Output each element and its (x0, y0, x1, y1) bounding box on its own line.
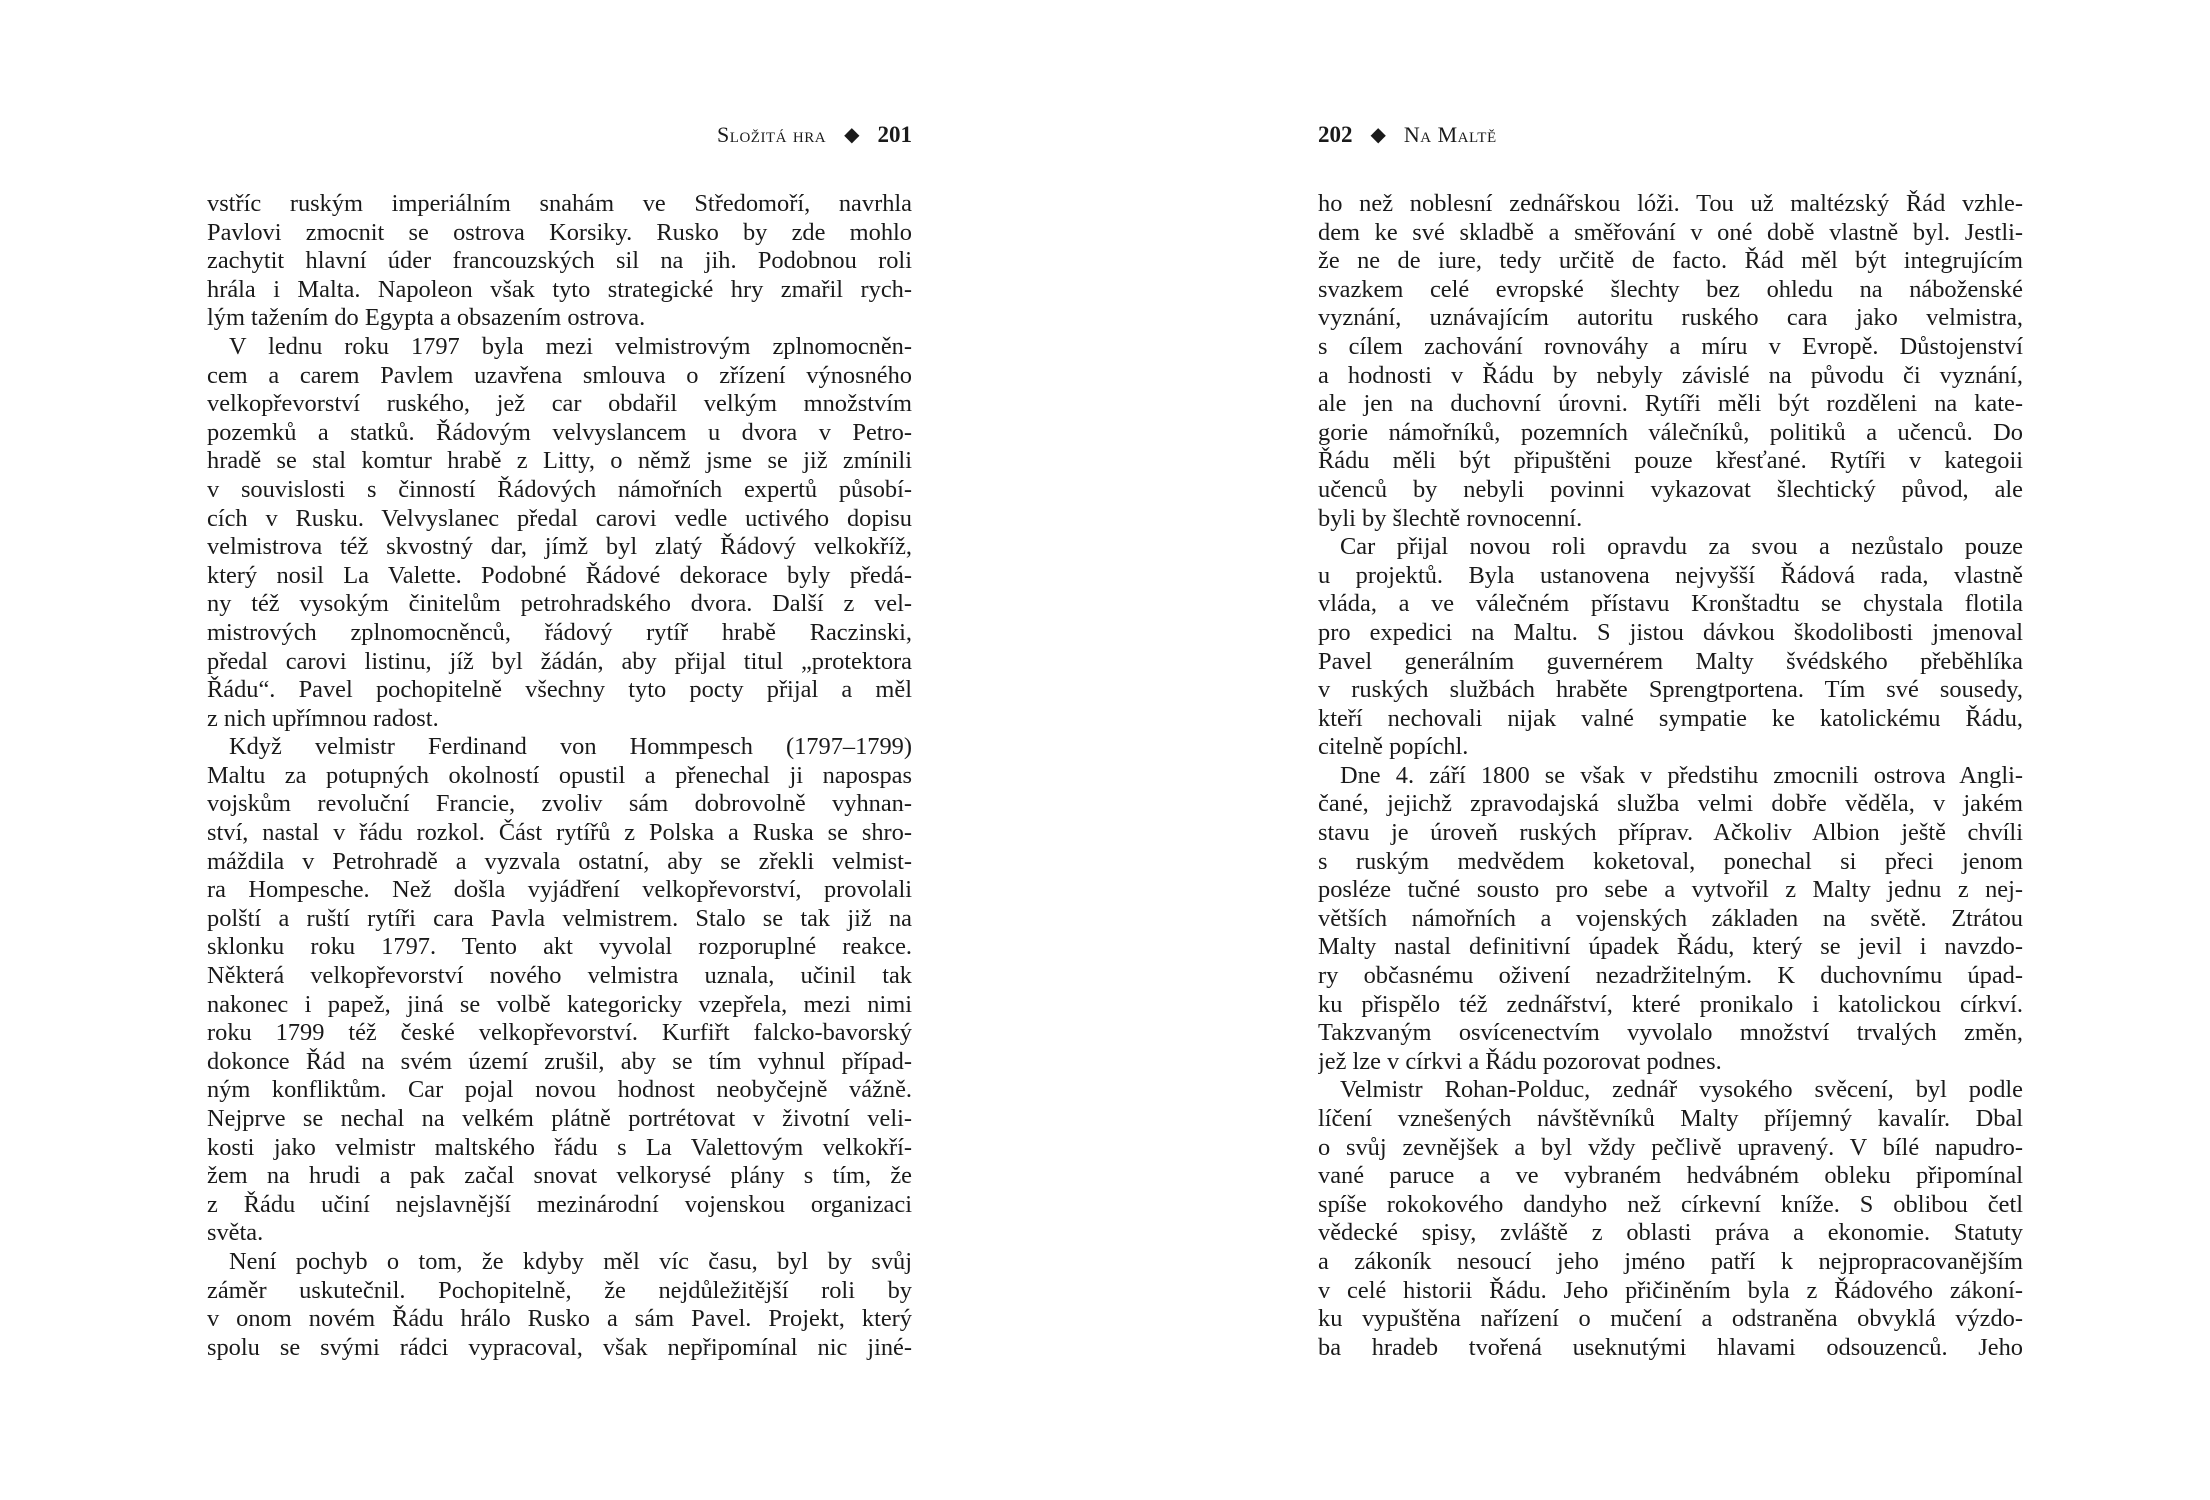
text-line: Když velmistr Ferdinand von Hommpesch (1797–1799) (229, 733, 912, 761)
text-line: záměr uskutečnil. Pochopitelně, že nejdůležitější roli by (207, 1276, 912, 1304)
text-line: spolu se svými rádci vypracoval, však nepřipomínal nic jiné- (207, 1333, 912, 1361)
text-line: ho než noblesní zednářskou lóži. Tou už maltézský Řád vzhle- (1318, 190, 2023, 217)
diamond-ornament-icon: ◆ (844, 124, 860, 146)
text-line: pro expedici na Maltu. S jistou dávkou škodolibosti jmenoval (1318, 618, 2023, 646)
text-line: z nich upřímnou radost. (207, 704, 439, 732)
text-line: ny též vysokým činitelům petrohradského dvora. Další z vel- (207, 590, 912, 618)
text-line: v onom novém Řádu hrálo Rusko a sám Pavel. Projekt, který (207, 1305, 912, 1333)
text-line: V lednu roku 1797 byla mezi velmistrovým zplnomocněn- (229, 332, 912, 360)
text-line: Takzvaným osvícenectvím vyvolalo množství trvalých změn, (1318, 1019, 2023, 1047)
text-line: ry občasnému oživení nezadržitelným. K duchovnímu úpad- (1318, 962, 2023, 990)
text-line: vědecké spisy, zvláště z oblasti práva a ekonomie. Statuty (1318, 1219, 2023, 1247)
text-line: který nosil La Valette. Podobné Řádové dekorace byly předá- (207, 561, 912, 589)
text-line: ku přispělo též zednářství, které pronikalo i katolickou církví. (1318, 990, 2023, 1018)
text-line: Nejprve se nechal na velkém plátně portrétovat v životní veli- (207, 1105, 912, 1132)
text-line: s ruským medvědem koketoval, ponechal si přeci jenom (1318, 847, 2023, 875)
page-number: 202 (1318, 122, 1353, 147)
text-line: a zákoník nesoucí jeho jméno patří k nejpropracovanějším (1318, 1247, 2023, 1275)
text-line: pozemků a statků. Řádovým velvyslancem u dvora v Petro- (207, 418, 912, 446)
text-line: ným konfliktům. Car pojal novou hodnost neobyčejně vážně. (207, 1076, 912, 1104)
text-line: cích v Rusku. Velvyslanec předal carovi vedle uctivého dopisu (207, 504, 912, 532)
text-line: Řádu měli být připuštěni pouze křesťané. Rytíři v kategoii (1318, 447, 2023, 475)
text-line: dem ke své skladbě a směřování v oné době vlastně byl. Jestli- (1318, 218, 2023, 246)
text-line: větších námořních a vojenských základen na světě. Ztrátou (1318, 904, 2023, 932)
text-line: vstříc ruským imperiálním snahám ve Středomoří, navrhla (207, 190, 912, 217)
text-line: učenců by nebyli povinni vykazovat šlechtický původ, ale (1318, 475, 2023, 503)
text-line: líčení vznešených návštěvníků Malty příjemný kavalír. Dbal (1318, 1105, 2023, 1132)
text-line: velkopřevorství ruského, jež car obdařil velkým množstvím (207, 390, 912, 418)
right-page (1318, 0, 2023, 1500)
text-line: ba hradeb tvořená useknutými hlavami odsouzenců. Jeho (1318, 1333, 2023, 1361)
text-line: svazkem celé evropské šlechty bez ohledu na náboženské (1318, 275, 2023, 303)
chapter-title: Na Maltě (1403, 122, 1497, 147)
text-line: o svůj zevnějšek a byl vždy pečlivě upravený. V bílé napudro- (1318, 1133, 2023, 1161)
text-line: dokonce Řád na svém území zrušil, aby se tím vyhnul případ- (207, 1047, 912, 1075)
text-line: posléze tučné sousto pro sebe a vytvořil z Malty jednu z nej- (1318, 876, 2023, 904)
text-line: vláda, a ve válečném přístavu Kronštadtu se chystala flotila (1318, 590, 2023, 618)
text-line: hrála i Malta. Napoleon však tyto strategické hry zmařil rych- (207, 275, 912, 303)
text-line: ale jen na duchovní úrovni. Rytíři měli být rozděleni na kate- (1318, 390, 2023, 418)
text-line: u projektů. Byla ustanovena nejvyšší Řádová rada, vlastně (1318, 561, 2023, 589)
text-line: roku 1799 též české velkopřevorství. Kurfiřt falcko-bavorský (207, 1019, 912, 1047)
text-line: Velmistr Rohan-Polduc, zednář vysokého svěcení, byl podle (1340, 1076, 2023, 1104)
text-line: v celé historii Řádu. Jeho přičiněním byla z Řádového zákoní- (1318, 1276, 2023, 1304)
text-line: velmistrova též skvostný dar, jímž byl zlatý Řádový velkokříž, (207, 533, 912, 561)
text-line: sklonku roku 1797. Tento akt vyvolal rozporuplné reakce. (207, 933, 912, 961)
text-line: nakonec i papež, jiná se volbě kategoricky vzepřela, mezi nimi (207, 990, 912, 1018)
diamond-ornament-icon: ◆ (1370, 124, 1386, 146)
text-line: ra Hompesche. Než došla vyjádření velkopřevorství, provolali (207, 876, 912, 904)
text-line: světa. (207, 1219, 264, 1247)
running-header (207, 122, 912, 148)
text-line: Maltu za potupných okolností opustil a přenechal ji napospas (207, 761, 912, 789)
text-line: Malty nastal definitivní úpadek Řádu, který se jevil i navzdo- (1318, 933, 2023, 961)
text-line: vojskům revoluční Francie, zvoliv sám dobrovolně vyhnan- (207, 790, 912, 818)
text-line: z Řádu učiní nejslavnější mezinárodní vojenskou organizaci (207, 1190, 912, 1218)
text-line: Pavel generálním guvernérem Malty švédského přeběhlíka (1318, 647, 2023, 675)
page-body-text (1318, 190, 2023, 1362)
text-line: ství, nastal v řádu rozkol. Část rytířů z Polska a Ruska se shro- (207, 819, 912, 847)
text-line: kosti jako velmistr maltského řádu s La Valettovým velkokří- (207, 1133, 912, 1161)
chapter-title: Složitá hra (717, 122, 827, 147)
text-line: kteří nechovali nijak valné sympatie ke katolickému Řádu, (1318, 704, 2023, 732)
text-line: stavu je úroveň ruských příprav. Ačkoliv Albion ještě chvíli (1318, 819, 2023, 847)
text-line: cem a carem Pavlem uzavřena smlouva o zřízení výnosného (207, 361, 912, 389)
text-line: Dne 4. září 1800 se však v předstihu zmocnili ostrova Angli- (1340, 761, 2023, 789)
text-line: Některá velkopřevorství nového velmistra uznala, učinil tak (207, 962, 912, 990)
text-line: s cílem zachování rovnováhy a míru v Evropě. Důstojenství (1318, 332, 2023, 360)
text-line: Car přijal novou roli opravdu za svou a nezůstalo pouze (1340, 533, 2023, 561)
text-line: citelně popíchl. (1318, 733, 1469, 761)
text-line: v souvislosti s činností Řádových námořních expertů působí- (207, 475, 912, 503)
text-line: polští a ruští rytíři cara Pavla velmistrem. Stalo se tak již na (207, 904, 912, 932)
text-line: Není pochyb o tom, že kdyby měl víc času, byl by svůj (229, 1247, 912, 1275)
page-body-text (207, 190, 912, 1362)
text-line: Řádu“. Pavel pochopitelně všechny tyto pocty přijal a měl (207, 676, 912, 704)
text-line: ku vypuštěna nařízení o mučení a odstraněna obvyklá výzdo- (1318, 1305, 2023, 1333)
text-line: že ne de iure, tedy určitě de facto. Řád měl být integrujícím (1318, 247, 2023, 275)
text-line: máždila v Petrohradě a vyzvala ostatní, aby se zřekli velmist- (207, 847, 912, 875)
text-line: předal carovi listinu, jíž byl žádán, aby přijal titul „protektora (207, 647, 912, 675)
text-line: byli by šlechtě rovnocenní. (1318, 504, 1583, 532)
text-line: lým tažením do Egypta a obsazením ostrova. (207, 304, 646, 332)
text-line: zachytit hlavní úder francouzských sil na jih. Podobnou roli (207, 247, 912, 275)
left-page (207, 0, 912, 1500)
text-line: Pavlovi zmocnit se ostrova Korsiky. Rusko by zde mohlo (207, 218, 912, 246)
text-line: čané, jejichž zpravodajská služba velmi dobře věděla, v jakém (1318, 790, 2023, 818)
text-line: žem na hrudi a pak začal snovat velkorysé plány s tím, že (207, 1162, 912, 1190)
page-number: 201 (877, 122, 912, 147)
text-line: vyznání, uznávajícím autoritu ruského cara jako velmistra, (1318, 304, 2023, 332)
text-line: v ruských službách hraběte Sprengtportena. Tím své sousedy, (1318, 676, 2023, 704)
text-line: hradě se stal komtur hrabě z Litty, o němž jsme se již zmínili (207, 447, 912, 475)
running-header (1318, 122, 2023, 148)
text-line: spíše rokokového dandyho než církevní kníže. S oblibou četl (1318, 1190, 2023, 1218)
text-line: a hodnosti v Řádu by nebyly závislé na původu či vyznání, (1318, 361, 2023, 389)
text-line: jež lze v církvi a Řádu pozorovat podnes. (1318, 1047, 1722, 1075)
text-line: vané paruce a ve vybraném hedvábném obleku připomínal (1318, 1162, 2023, 1190)
text-line: gorie námořníků, pozemních válečníků, politiků a učenců. Do (1318, 418, 2023, 446)
text-line: mistrových zplnomocněnců, řádový rytíř hrabě Raczinski, (207, 618, 912, 646)
